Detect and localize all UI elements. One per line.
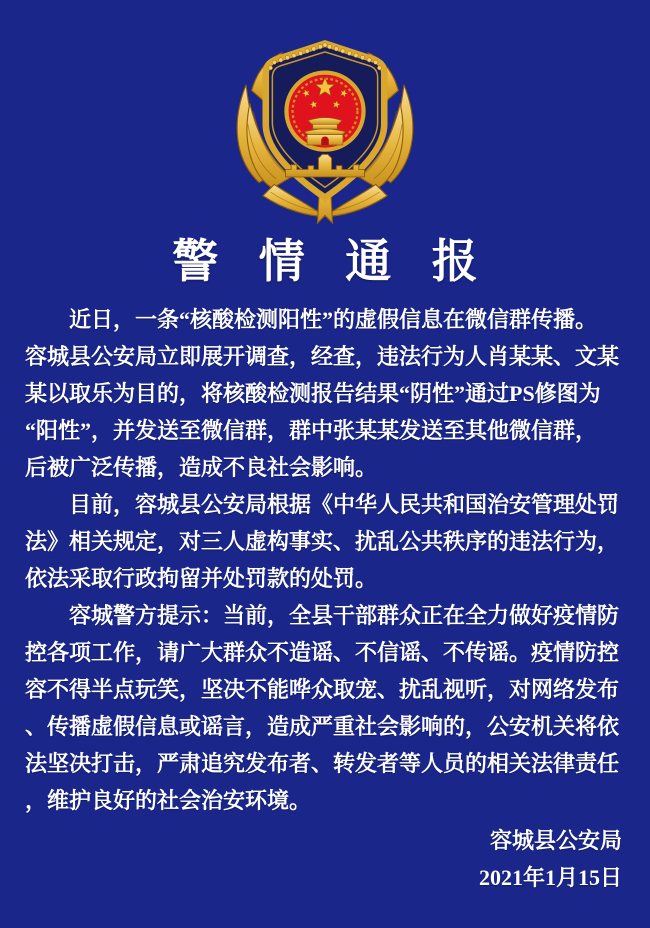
- body-line: 法》相关规定，对三人虚构事实、扰乱公共秩序的违法行为，: [25, 529, 620, 554]
- tiananmen-gate: [321, 137, 329, 145]
- body-line: 容城警方提示：当前，全县干部群众正在全力做好疫情防: [69, 603, 620, 628]
- body-line: 法坚决打击，严肃追究发布者、转发者等人员的相关法律责任: [25, 751, 620, 776]
- china-police-badge-icon: [231, 30, 419, 228]
- body-line: 目前，容城县公安局根据《中华人民共和国治安管理处罚: [69, 492, 620, 517]
- body-line: 近日，一条“核酸检测阳性”的虚假信息在微信群传播。: [69, 307, 598, 332]
- signature-block: [0, 822, 650, 896]
- issue-date: 2021年1月15日: [478, 865, 622, 890]
- body-line: 容城县公安局立即展开调查，经查，违法行为人肖某某、文某: [25, 344, 620, 369]
- national-emblem-icon: [286, 73, 363, 150]
- body-line: 后被广泛传播，造成不良社会影响。: [25, 455, 378, 480]
- body-line: 、传播虚假信息或谣言，造成严重社会影响的，公安机关将依: [25, 714, 620, 739]
- body-line: 某以取乐为目的，将核酸检测报告结果“阴性”通过PS修图为: [25, 381, 601, 406]
- body-line: 容不得半点玩笑，坚决不能哗众取宠、扰乱视听，对网络发布: [25, 677, 620, 702]
- issuing-agency: 容城县公安局: [489, 828, 622, 853]
- notice-title: 警情通报: [172, 236, 519, 287]
- police-emblem: [0, 0, 650, 228]
- body-line: 依法采取行政拘留并处罚款的处罚。: [25, 566, 378, 591]
- body-line: 控各项工作，请广大群众不造谣、不信谣、不传谣。疫情防控: [25, 640, 620, 665]
- notice-body: [0, 301, 650, 819]
- body-line: “阳性”，并发送至微信群，群中张某某发送至其他微信群，: [25, 418, 598, 443]
- body-line: ，维护良好的社会治安环境。: [25, 788, 312, 813]
